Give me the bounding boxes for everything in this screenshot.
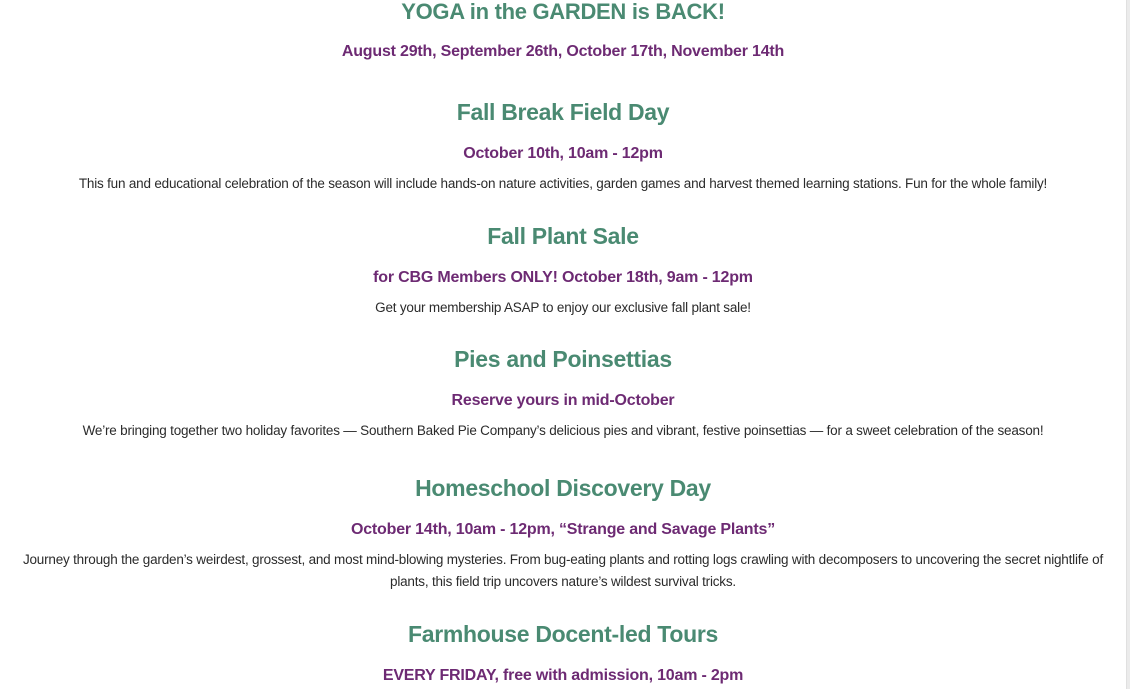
event-description-pies-poinsettias: We’re bringing together two holiday favorites — Southern Baked Pie Company’s delicious pies and vibrant, festive poinsettias — for a sweet celebration of the season!	[82, 423, 1044, 438]
event-title-yoga: YOGA in the GARDEN is BACK!	[401, 0, 725, 24]
event-date-pies-poinsettias: Reserve yours in mid-October	[451, 392, 675, 409]
event-title-field-day: Fall Break Field Day	[456, 99, 670, 125]
event-date-plant-sale: for CBG Members ONLY! October 18th, 9am - 12pm	[373, 269, 753, 286]
event-description-plant-sale: Get your membership ASAP to enjoy our exclusive fall plant sale!	[375, 300, 751, 315]
event-title-plant-sale: Fall Plant Sale	[487, 223, 639, 249]
event-title-homeschool: Homeschool Discovery Day	[415, 475, 711, 501]
event-date-farmhouse-tours: EVERY FRIDAY, free with admission, 10am - 2pm	[382, 667, 744, 684]
scrollbar-track[interactable]	[1126, 0, 1130, 689]
event-title-farmhouse-tours: Farmhouse Docent-led Tours	[408, 621, 718, 647]
event-title-pies-poinsettias: Pies and Poinsettias	[454, 346, 672, 372]
event-date-yoga: August 29th, September 26th, October 17th, November 14th	[341, 43, 785, 60]
event-date-homeschool: October 14th, 10am - 12pm, “Strange and Savage Plants”	[350, 521, 775, 538]
event-date-field-day: October 10th, 10am - 12pm	[463, 145, 663, 162]
event-description-field-day: This fun and educational celebration of the season will include hands-on nature activities, garden games and harvest themed learning stations. Fun for the whole family!	[78, 176, 1048, 191]
event-description-homeschool: Journey through the garden’s weirdest, grossest, and most mind-blowing mysteries. From bug-eating plants and rotting logs crawling with decomposers to uncovering the secret nightlife of plants, this field trip uncovers nature’s wildest survival tricks.	[22, 552, 1104, 589]
